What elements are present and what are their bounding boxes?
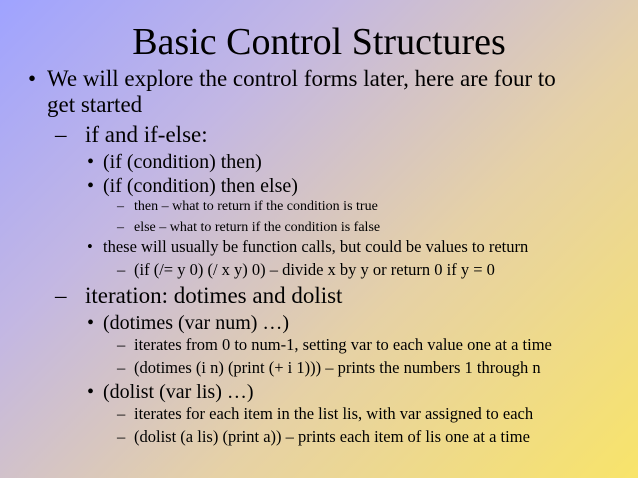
dash-icon: – [117, 358, 126, 377]
bullet-dot-icon: • [87, 151, 95, 173]
dash-icon: – [55, 122, 67, 147]
dash-icon: – [117, 220, 124, 235]
bullet-dot-icon: • [28, 66, 37, 91]
dolist-example: (dolist (a lis) (print a)) – prints each item of lis one at a time [134, 427, 530, 446]
dash-icon: – [117, 199, 124, 214]
dash-icon: – [117, 260, 126, 279]
dash-icon: – [117, 404, 126, 423]
if-section-heading: if and if-else: [85, 122, 208, 147]
bullet-dot-icon: • [87, 237, 93, 256]
function-call-remark: these will usually be function calls, but could be values to return [103, 237, 529, 256]
bullet-dot-icon: • [87, 175, 95, 197]
dolist-form: (dolist (var lis) …) [103, 381, 254, 403]
intro-line-2: get started [47, 92, 143, 117]
if-form: (if (condition) then) [103, 151, 262, 173]
slide-title: Basic Control Structures [132, 21, 506, 63]
dotimes-example: (dotimes (i n) (print (+ i 1))) – prints the numbers 1 through n [134, 358, 541, 377]
iteration-section-heading: iteration: dotimes and dolist [85, 283, 343, 308]
then-note: then – what to return if the condition is true [134, 199, 378, 214]
dotimes-form: (dotimes (var num) …) [103, 312, 290, 334]
dash-icon: – [55, 283, 67, 308]
intro-line-1: We will explore the control forms later, here are four to [47, 66, 556, 91]
bullet-dot-icon: • [87, 312, 95, 334]
bullet-dot-icon: • [87, 381, 95, 403]
dolist-note: iterates for each item in the list lis, with var assigned to each [134, 404, 534, 423]
if-else-form: (if (condition) then else) [103, 175, 298, 197]
dash-icon: – [117, 427, 126, 446]
else-note: else – what to return if the condition is false [134, 220, 381, 235]
if-example: (if (/= y 0) (/ x y) 0) – divide x by y or return 0 if y = 0 [134, 260, 495, 279]
dotimes-note: iterates from 0 to num-1, setting var to each value one at a time [134, 335, 552, 354]
dash-icon: – [117, 335, 126, 354]
